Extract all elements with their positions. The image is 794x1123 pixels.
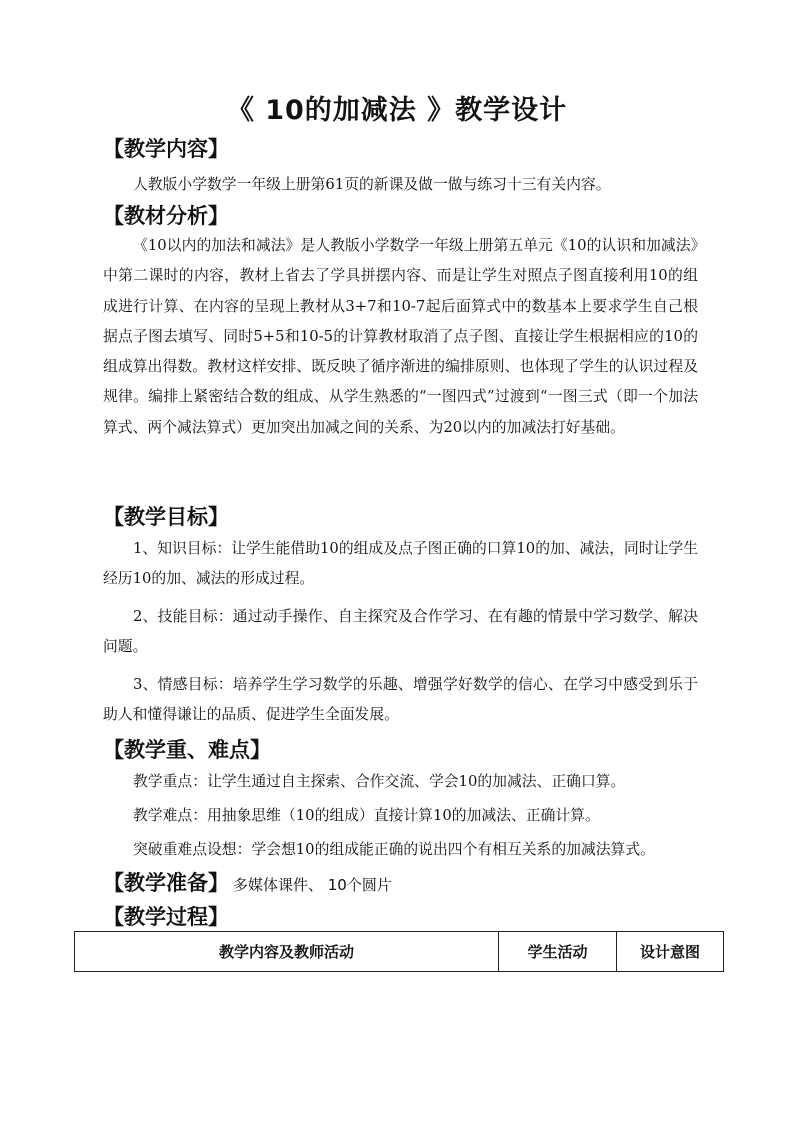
preparation-heading: 【教学准备】 — [103, 871, 229, 895]
process-table — [74, 931, 724, 972]
section-heading-preparation — [103, 869, 392, 899]
content-paragraph: 人教版小学数学一年级上册第61页的新课及做一做与练习十三有关内容。 — [133, 176, 611, 193]
section-heading-keypoints: 【教学重、难点】 — [103, 738, 271, 762]
table-header-row — [75, 932, 724, 972]
document-title: 《 10的加减法 》教学设计 — [226, 95, 568, 126]
goal-item-1: 1、知识目标：让学生能借助10的组成及点子图正确的口算10的加、减法，同时让学生经历10的加、减法的形成过程。 — [103, 540, 698, 588]
table-header-cell: 设计意图 — [617, 932, 724, 972]
section-heading-analysis: 【教材分析】 — [103, 204, 229, 228]
table-header-cell: 教学内容及教师活动 — [75, 932, 499, 972]
section-heading-content: 【教学内容】 — [103, 137, 229, 161]
table-header-cell: 学生活动 — [499, 932, 617, 972]
keypoint-item-3: 突破重难点设想：学会想10的组成能正确的说出四个有相互关系的加减法算式。 — [133, 841, 655, 858]
preparation-text: 多媒体课件、 10个圆片 — [233, 876, 392, 894]
keypoint-item-2: 教学难点：用抽象思维（10的组成）直接计算10的加减法、正确计算。 — [133, 807, 600, 824]
goal-item-3: 3、情感目标：培养学生学习数学的乐趣、增强学好数学的信心、在学习中感受到乐于助人和懂得谦让的品质、促进学生全面发展。 — [103, 676, 698, 724]
section-heading-goals: 【教学目标】 — [103, 505, 229, 529]
section-heading-process: 【教学过程】 — [103, 905, 229, 929]
goal-item-2: 2、技能目标：通过动手操作、自主探究及合作学习、在有趣的情景中学习数学、解决问题。 — [103, 608, 698, 656]
keypoint-item-1: 教学重点：让学生通过自主探索、合作交流、学会10的加减法、正确口算。 — [133, 773, 626, 790]
analysis-paragraph: 《10以内的加法和减法》是人教版小学数学一年级上册第五单元《10的认识和加减法》中第二课时的内容，教材上省去了学具拼摆内容、而是让学生对照点子图直接利用10的组成进行计算、在内容的呈现上教材从3+7和10-7起后面算式中的数基本上要求学生自己根据点子图去填写、同时5+5和10-5的计算教材取消了点子图、直接让学生根据相应的10的组成算出得数。教材这样安排、既反映了循序渐进的编排原则、也体现了学生的认识过程及规律。编排上紧密结合数的组成、从学生熟悉的“一图四式”过渡到“一图三式（即一个加法算式、两个减法算式）更加突出加减之间的关系、为20以内的加减法打好基础。 — [103, 237, 698, 436]
